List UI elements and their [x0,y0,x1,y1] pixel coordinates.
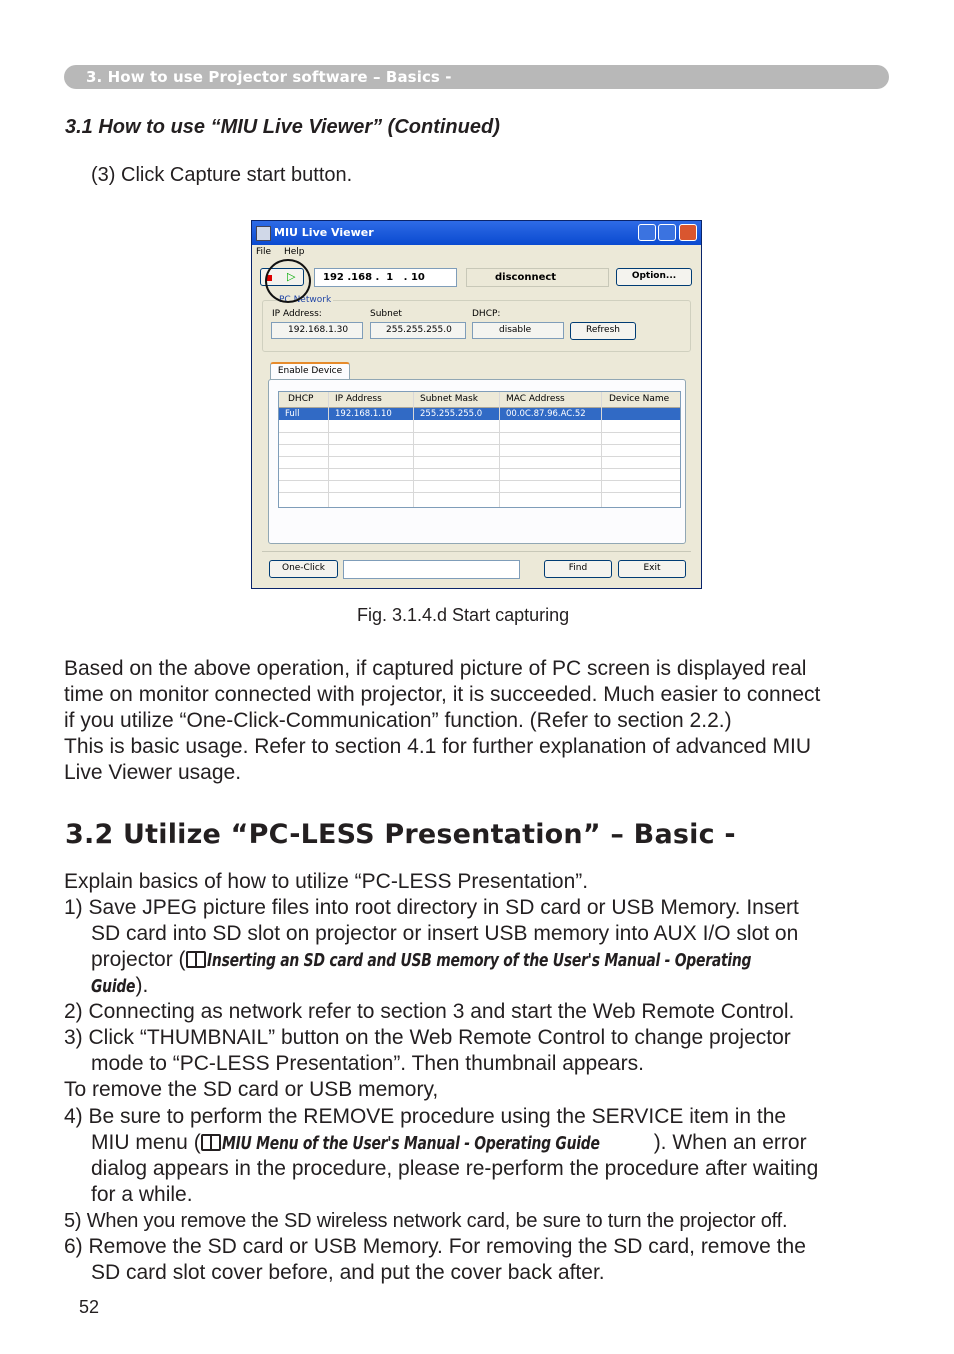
tab-enable-device[interactable]: Enable Device [270,362,350,380]
list-item-4-cont: dialog appears in the procedure, please re-perform the procedure after waiting [91,1157,819,1180]
intro-text: Explain basics of how to utilize “PC-LESS Presentation”. [64,870,589,893]
highlight-circle [265,259,311,303]
maximize-icon[interactable] [658,224,676,241]
list-item-3-cont: mode to “PC-LESS Presentation”. Then thumbnail appears. [91,1052,644,1075]
dhcp-label: DHCP: [472,309,501,319]
manual-reference: Inserting an SD card and USB memory of the User's Manual - Operating [206,950,751,971]
dhcp-value-field: disable [472,322,564,339]
ip-value-field: 192.168.1.30 [271,322,363,339]
connection-status: disconnect [466,268,609,287]
list-item-5: 5) When you remove the SD wireless network card, be sure to turn the projector off. [64,1210,788,1232]
paragraph-line: Based on the above operation, if captured picture of PC screen is displayed real [64,657,807,680]
manual-reference: MIU Menu of the User's Manual - Operating Guide [221,1133,600,1154]
table-row[interactable]: Full 192.168.1.10 255.255.255.0 00.0C.87.96.AC.52 [279,408,680,420]
table-gridline [279,468,680,469]
menu-help[interactable]: Help [283,247,305,257]
col-dhcp[interactable]: DHCP [288,394,314,404]
close-icon[interactable] [679,224,697,241]
table-gridline [279,456,680,457]
page-number: 52 [79,1297,100,1317]
subnet-label: Subnet [370,309,402,319]
figure-caption: Fig. 3.1.4.d Start capturing [357,605,570,625]
paragraph-line: if you utilize “One-Click-Communication” function. (Refer to section 2.2.) [64,709,732,732]
col-mac-address[interactable]: MAC Address [506,394,565,404]
list-item-1-cont: SD card into SD slot on projector or insert USB memory into AUX I/O slot on [91,922,799,945]
paragraph-line: time on monitor connected with projector, it is succeeded. Much easier to connect [64,683,821,706]
table-gridline [279,480,680,481]
table-gridline [279,432,680,433]
ip-address-input[interactable]: 192 .168 . 1 . 10 [314,268,457,287]
refresh-button[interactable]: Refresh [570,322,636,340]
manual-reference: Guide [91,976,136,997]
capture-start-icon[interactable]: ▷ [287,270,296,283]
minimize-icon[interactable] [638,224,656,241]
table-header [279,392,680,408]
list-item-4: 4) Be sure to perform the REMOVE procedure using the SERVICE item in the [64,1105,787,1128]
list-item-6: 6) Remove the SD card or USB Memory. For removing the SD card, remove the [64,1235,806,1258]
table-col-divider [601,392,602,507]
col-subnet-mask[interactable]: Subnet Mask [420,394,478,404]
ip-address-label: IP Address: [272,309,322,319]
remove-intro: To remove the SD card or USB memory, [64,1078,439,1101]
status-field [343,560,520,579]
table-col-divider [413,392,414,507]
divider [262,551,691,552]
book-icon [201,1134,221,1151]
list-item-3: 3) Click “THUMBNAIL” button on the Web Remote Control to change projector [64,1026,791,1049]
paragraph-line: Live Viewer usage. [64,761,242,784]
table-gridline [279,492,680,493]
paragraph-line: This is basic usage. Refer to section 4.1 for further explanation of advanced MIU [64,735,812,758]
exit-button[interactable]: Exit [618,560,686,578]
table-col-divider [328,392,329,507]
table-gridline [279,444,680,445]
menu-file[interactable]: File [256,247,272,257]
subnet-value-field: 255.255.255.0 [370,322,466,339]
miu-live-viewer-window [251,220,702,589]
list-item-1-cont: projector ( Inserting an SD card and USB memory of the User's Manual - Operating [91,947,839,974]
find-button[interactable]: Find [544,560,612,578]
window-titlebar [252,221,701,245]
menu-bar [256,247,314,257]
section-subtitle: 3.1 How to use “MIU Live Viewer” (Continued) [65,116,500,138]
window-title: MIU Live Viewer [274,226,374,239]
list-item-2: 2) Connecting as network refer to section 3 and start the Web Remote Control. [64,1000,795,1023]
chapter-header-label: 3. How to use Projector software – Basics - [86,68,452,86]
device-table [278,391,681,508]
list-item-1: 1) Save JPEG picture files into root directory in SD card or USB Memory. Insert [64,896,799,919]
list-item-6-cont: SD card slot cover before, and put the cover back after. [91,1261,605,1284]
list-item-1-cont: Guide). [91,973,148,1000]
pc-network-label: PC Network [279,295,332,305]
book-icon [186,951,206,968]
one-click-button[interactable]: One-Click [269,560,338,578]
chapter-header-bar [64,65,889,89]
table-col-divider [499,392,500,507]
list-item-4-cont: for a while. [91,1183,193,1206]
option-button[interactable]: Option... [616,268,692,286]
app-icon [256,226,271,241]
list-item-4-cont: MIU menu ( MIU Menu of the User's Manual - Operating Guide ). When an error [91,1130,807,1157]
step-3-text: (3) Click Capture start button. [91,164,353,186]
col-ip-address[interactable]: IP Address [335,394,382,404]
col-device-name[interactable]: Device Name [609,394,670,404]
section-heading: 3.2 Utilize “PC-LESS Presentation” – Basic - [65,819,736,850]
